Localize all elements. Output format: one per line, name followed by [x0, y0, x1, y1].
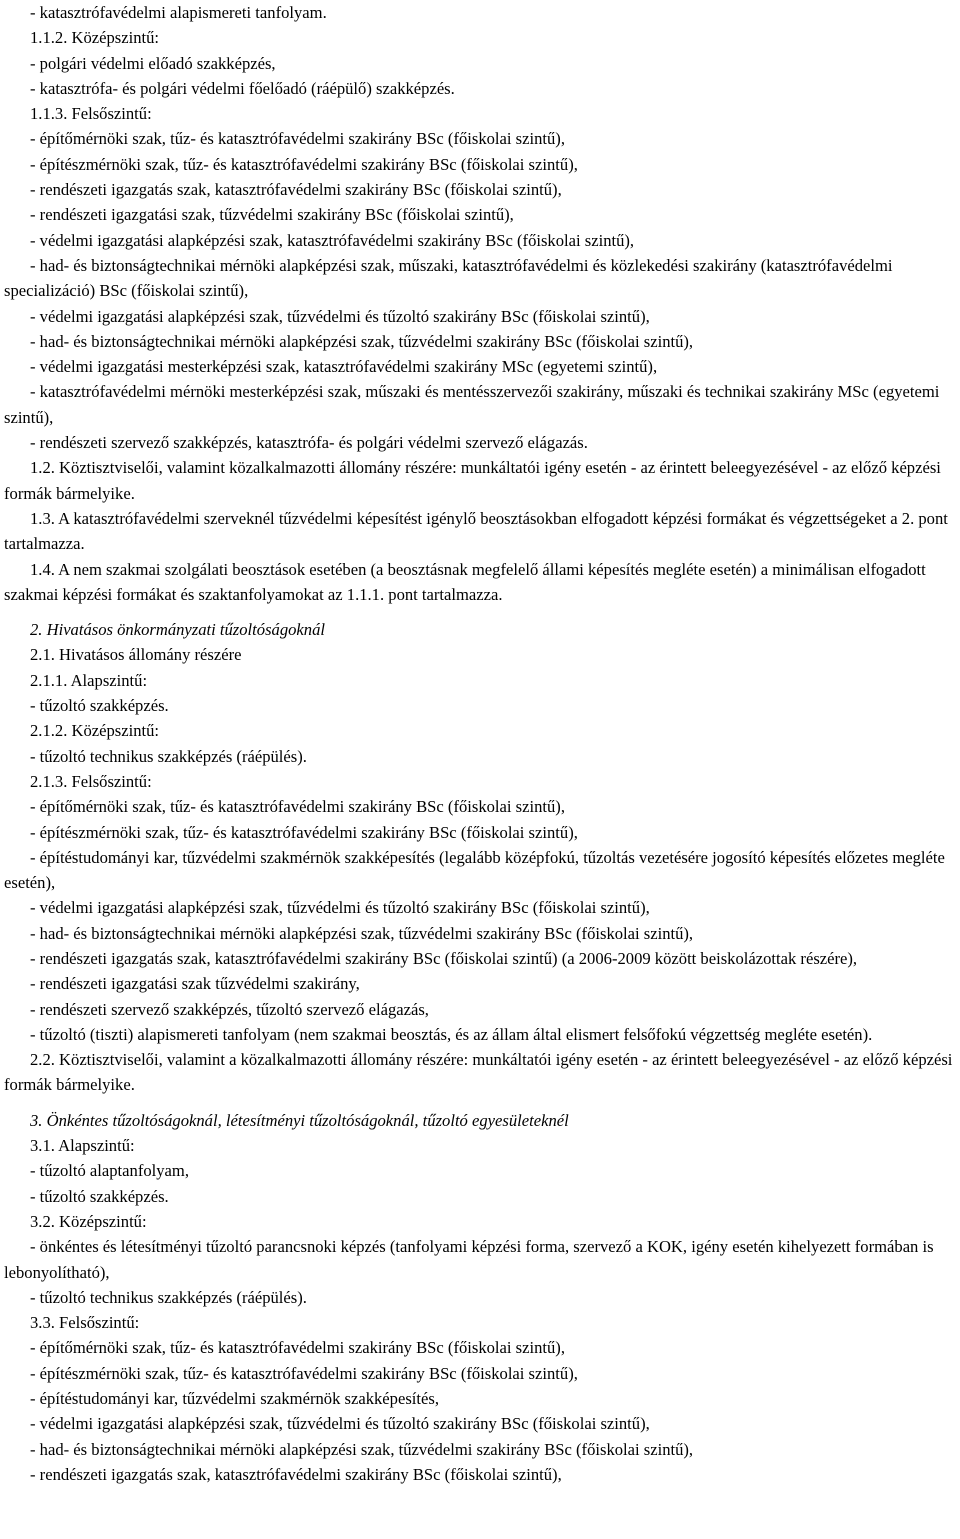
text-line: - rendészeti igazgatási szak tűzvédelmi szakirány, [30, 974, 360, 994]
text-line: - építészmérnöki szak, tűz- és katasztrófavédelmi szakirány BSc (főiskolai szintű), [30, 154, 578, 174]
text-line: - tűzoltó technikus szakképzés (ráépülés). [30, 746, 307, 766]
text-line: 1.1.3. Felsőszintű: [30, 104, 152, 124]
text-line: - építőmérnöki szak, tűz- és katasztrófavédelmi szakirány BSc (főiskolai szintű), [30, 797, 565, 817]
text-line: 2.2. Köztisztviselői, valamint a közalkalmazotti állomány részére: munkáltatói igény esetén - az érintett beleegyezésével - az előző képzési formák bármelyike. [4, 1050, 953, 1095]
text-line: - védelmi igazgatási alapképzési szak, tűzvédelmi és tűzoltó szakirány BSc (főiskolai szintű), [30, 1414, 650, 1434]
text-line: - építészmérnöki szak, tűz- és katasztrófavédelmi szakirány BSc (főiskolai szintű), [30, 822, 578, 842]
text-line: 1.4. A nem szakmai szolgálati beosztások esetében (a beosztásnak megfelelő állami képesítés megléte esetén) a minimálisan elfogadott szakmai képzési formákat és szaktanfolyamokat az 1.1.1. pont tartalmazza. [4, 559, 926, 604]
text-line: 2.1.2. Középszintű: [30, 721, 160, 741]
text-line: 3.2. Középszintű: [30, 1211, 147, 1231]
text-line: - védelmi igazgatási mesterképzési szak, katasztrófavédelmi szakirány MSc (egyetemi szintű), [30, 357, 658, 377]
text-line: - önkéntes és létesítményi tűzoltó parancsnoki képzés (tanfolyami képzési forma, szervező a KOK, igény esetén kihelyezett formában is lebonyolítható), [4, 1237, 934, 1282]
section-gap [4, 1098, 958, 1108]
text-line: - építészmérnöki szak, tűz- és katasztrófavédelmi szakirány BSc (főiskolai szintű), [30, 1363, 578, 1383]
text-line: - rendészeti igazgatási szak, tűzvédelmi szakirány BSc (főiskolai szintű), [30, 205, 514, 225]
text-line: - építőmérnöki szak, tűz- és katasztrófavédelmi szakirány BSc (főiskolai szintű), [30, 129, 565, 149]
text-line: - tűzoltó technikus szakképzés (ráépülés). [30, 1287, 307, 1307]
section-gap [4, 607, 958, 617]
text-line: 3.1. Alapszintű: [30, 1136, 135, 1156]
text-line: - katasztrófavédelmi alapismereti tanfolyam. [30, 3, 327, 22]
text-line: - tűzoltó szakképzés. [30, 696, 169, 716]
text-line: - tűzoltó szakképzés. [30, 1186, 169, 1206]
text-line: - rendészeti igazgatás szak, katasztrófavédelmi szakirány BSc (főiskolai szintű), [30, 180, 562, 200]
text-line: 1.2. Köztisztviselői, valamint közalkalmazotti állomány részére: munkáltatói igény esetén - az érintett beleegyezésével - az előző képzési formák bármelyike. [4, 458, 941, 503]
text-line: - had- és biztonságtechnikai mérnöki alapképzési szak, műszaki, katasztrófavédelmi és közlekedési szakirány (katasztrófavédelmi specializáció) BSc (főiskolai szintű), [4, 255, 893, 301]
text-line: - had- és biztonságtechnikai mérnöki alapképzési szak, tűzvédelmi szakirány BSc (főiskolai szintű), [30, 1439, 694, 1459]
text-line: - tűzoltó (tiszti) alapismereti tanfolyam (nem szakmai beosztás, és az állam által elismert felsőfokú végzettség megléte esetén). [30, 1024, 873, 1044]
text-line: - építőmérnöki szak, tűz- és katasztrófavédelmi szakirány BSc (főiskolai szintű), [30, 1338, 565, 1358]
text-line: - polgári védelmi előadó szakképzés, [30, 53, 276, 73]
text-line: - védelmi igazgatási alapképzési szak, katasztrófavédelmi szakirány BSc (főiskolai szintű), [30, 230, 635, 250]
text-line: - építéstudományi kar, tűzvédelmi szakmérnök szakképesítés, [30, 1389, 439, 1409]
text-line: - védelmi igazgatási alapképzési szak, tűzvédelmi és tűzoltó szakirány BSc (főiskolai szintű), [30, 898, 650, 918]
text-line: 2.1. Hivatásos állomány részére [30, 645, 242, 665]
text-line: - katasztrófa- és polgári védelmi főelőadó (ráépülő) szakképzés. [30, 78, 455, 98]
text-line: - tűzoltó alaptanfolyam, [30, 1161, 189, 1181]
text-line: - rendészeti igazgatás szak, katasztrófavédelmi szakirány BSc (főiskolai szintű), [30, 1464, 562, 1484]
text-line: 2.1.3. Felsőszintű: [30, 771, 152, 791]
section-heading: 2. Hivatásos önkormányzati tűzoltóságoknál [30, 620, 325, 640]
text-line: - had- és biztonságtechnikai mérnöki alapképzési szak, tűzvédelmi szakirány BSc (főiskolai szintű), [30, 331, 694, 351]
text-line: - védelmi igazgatási alapképzési szak, tűzvédelmi és tűzoltó szakirány BSc (főiskolai szintű), [30, 306, 650, 326]
text-line: - katasztrófavédelmi mérnöki mesterképzési szak, műszaki és mentésszervezői szakirány, műszaki és technikai szakirány MSc (egyetemi szintű), [4, 382, 940, 427]
text-line: - rendészeti igazgatás szak, katasztrófavédelmi szakirány BSc (főiskolai szintű) (a 2006-2009 között beiskolázottak részére), [30, 948, 858, 968]
text-line: - rendészeti szervező szakképzés, katasztrófa- és polgári védelmi szervező elágazás. [30, 433, 588, 453]
text-line: 1.1.2. Középszintű: [30, 28, 160, 48]
text-line: - építéstudományi kar, tűzvédelmi szakmérnök szakképesítés (legalább középfokú, tűzoltás vezetésére jogosító képesítés előzetes megléte esetén), [4, 847, 945, 893]
text-line: 2.1.1. Alapszintű: [30, 670, 148, 690]
text-line: - had- és biztonságtechnikai mérnöki alapképzési szak, tűzvédelmi szakirány BSc (főiskolai szintű), [30, 923, 694, 943]
text-line: 1.3. A katasztrófavédelmi szerveknél tűzvédelmi képesítést igénylő beosztásokban elfogadott képzési formákat és végzettségeket a 2. pont tartalmazza. [4, 508, 948, 554]
section-heading: 3. Önkéntes tűzoltóságoknál, létesítményi tűzoltóságoknál, tűzoltó egyesületeknél [30, 1110, 569, 1130]
text-line: 3.3. Felsőszintű: [30, 1313, 140, 1333]
text-line: - rendészeti szervező szakképzés, tűzoltó szervező elágazás, [30, 999, 429, 1019]
